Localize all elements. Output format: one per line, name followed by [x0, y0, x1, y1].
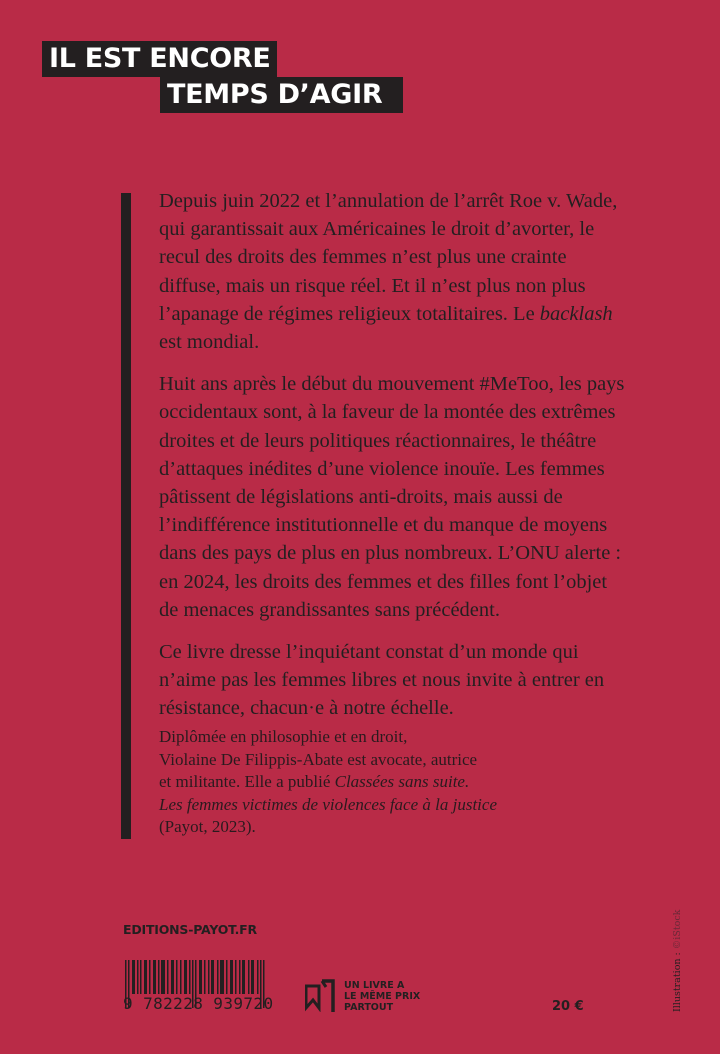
- vertical-accent-bar: [121, 193, 131, 839]
- isbn-number: 9 782228 939720: [123, 994, 274, 1013]
- blurb-paragraph-1: [159, 187, 629, 356]
- title-line-1: IL EST ENCORE: [42, 41, 277, 77]
- book-subtitle-italic: Les femmes victimes de violences face à la justice: [159, 794, 497, 814]
- livre-prix-unique-logo-icon: [305, 978, 335, 1012]
- prix-line-3: PARTOUT: [344, 1001, 394, 1013]
- blurb-p1-text: Depuis juin 2022 et l’annulation de l’arrêt Roe v. Wade, qui garantissait aux Américaines le droit d’avorter, le recul des droits des femmes n’est plus une crainte diffuse, mais un risque réel. Et il n’est plus non plus l’apanage de régimes religieux totalitaires. Le: [159, 190, 618, 325]
- blurb-paragraph-2: Huit ans après le début du mouvement #MeToo, les pays occidentaux sont, à la faveur de la montée des extrêmes droites et de leurs politiques réactionnaires, le théâtre d’attaques inédites d’une violence inouïe. Les femmes pâtissent de législations anti-droits, mais aussi de l’indifférence institutionnelle et du manque de moyens dans des pays de plus en plus nombreux. L’ONU alerte : en 2024, les droits des femmes et des filles font l’objet de menaces grandissantes sans précédent.: [159, 373, 625, 621]
- book-title-italic: Classées sans suite.: [334, 772, 470, 791]
- bio-line-1: Diplômée en philosophie et en droit,: [159, 727, 408, 746]
- publisher-website: EDITIONS-PAYOT.FR: [123, 922, 257, 937]
- author-bio: [159, 726, 619, 839]
- back-cover-blurb: [159, 187, 629, 737]
- bio-line-3: [159, 771, 619, 794]
- blurb-p1-italic: backlash: [539, 302, 613, 325]
- book-price: 20 €: [552, 999, 584, 1014]
- blurb-p1-end: est mondial.: [159, 331, 260, 354]
- bio-line-3-text: et militante. Elle a publié: [159, 772, 335, 791]
- prix-line-2: LE MÊME PRIX: [344, 990, 421, 1002]
- prix-unique-label: [344, 981, 420, 1013]
- bio-line-2: Violaine De Filippis-Abate est avocate, autrice: [159, 749, 478, 769]
- credit-source: ©iStock: [672, 909, 683, 950]
- illustration-credit: [672, 910, 683, 1012]
- title-line-2: TEMPS D’AGIR: [160, 77, 403, 113]
- bio-line-4: [159, 794, 619, 817]
- blurb-paragraph-3: Ce livre dresse l’inquiétant constat d’un monde qui n’aime pas les femmes libres et nous invite à entrer en résistance, chacun·e à notre échelle.: [159, 641, 605, 720]
- prix-line-1: UN LIVRE A: [344, 980, 405, 991]
- bio-line-5: (Payot, 2023).: [159, 817, 256, 836]
- credit-label: Illustration :: [672, 949, 683, 1012]
